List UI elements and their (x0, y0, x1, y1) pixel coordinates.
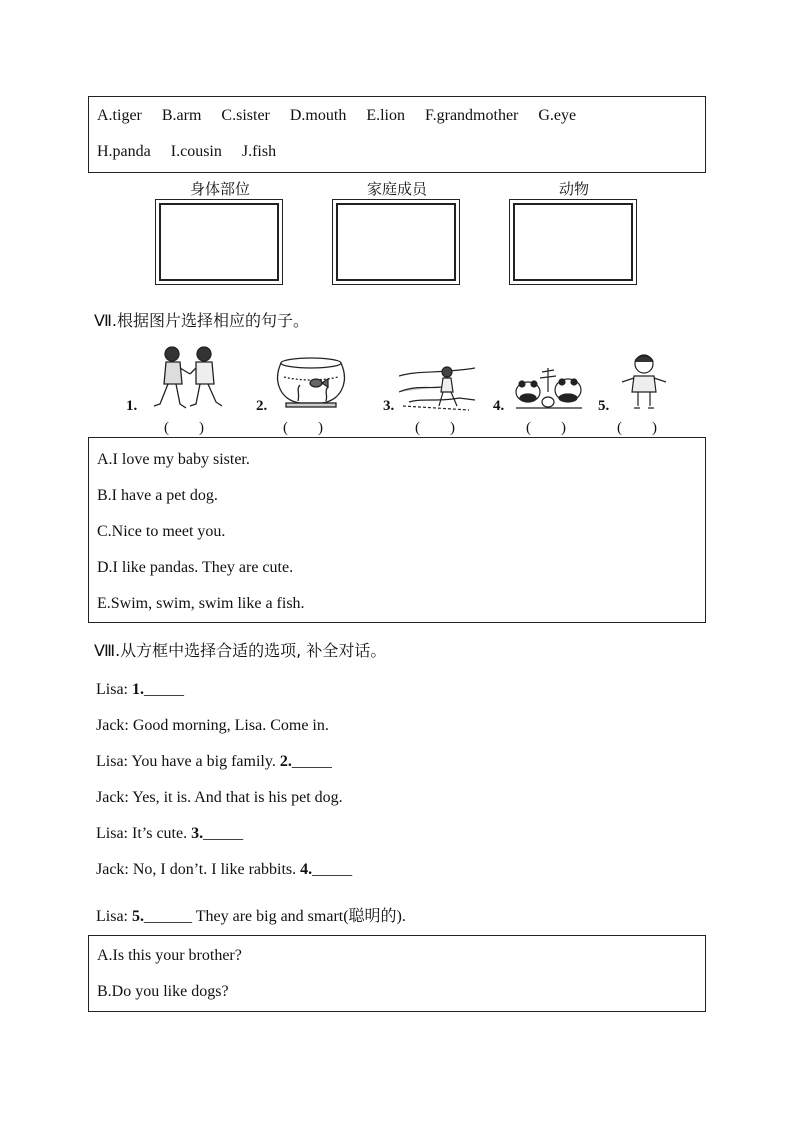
word-option: D.mouth (289, 107, 347, 124)
two-boys-shaking-hands-icon (146, 342, 230, 414)
word-option: B.arm (161, 107, 202, 124)
word-option: J.fish (241, 143, 277, 160)
fish-bowl-icon (270, 355, 352, 411)
dialogue-line (96, 861, 352, 879)
dialogue-line (96, 681, 184, 699)
option-b: B.Do you like dogs? (97, 983, 229, 1000)
picture-2-answer-blank[interactable]: ( ) (283, 420, 323, 436)
section-7-heading: Ⅶ.根据图片选择相应的句子。 (94, 311, 310, 330)
category-answer-box-animals[interactable] (509, 199, 637, 285)
category-label-family: 家庭成员 (366, 180, 427, 198)
section-8-heading: Ⅷ.从方框中选择合适的选项, 补全对话。 (94, 641, 387, 660)
section-7-options-box (88, 437, 706, 623)
blank-number: 1. (132, 681, 144, 698)
dialogue-line (96, 789, 343, 807)
section-8-options-box (88, 935, 706, 1012)
word-option: C.sister (221, 107, 270, 124)
picture-3-answer-blank[interactable]: ( ) (415, 420, 455, 436)
dialogue-text: Lisa: You have a big family. (96, 753, 280, 770)
picture-number: 3. (383, 398, 395, 414)
option-e: E.Swim, swim, swim like a fish. (97, 595, 305, 612)
dialogue-text: Lisa: (96, 908, 132, 925)
picture-4-answer-blank[interactable]: ( ) (526, 420, 566, 436)
dialogue-line (96, 753, 332, 771)
picture-1-answer-blank[interactable]: ( ) (164, 420, 204, 436)
word-option: G.eye (538, 107, 577, 124)
word-option: F.grandmother (425, 107, 519, 124)
picture-5-answer-blank[interactable]: ( ) (617, 420, 657, 436)
picture-number: 2. (256, 398, 268, 414)
word-bank-row-2 (97, 143, 296, 161)
option-a: A.I love my baby sister. (97, 451, 250, 468)
word-option: E.lion (366, 107, 405, 124)
word-option: A.tiger (97, 107, 142, 124)
answer-blank[interactable]: _____ (312, 861, 353, 878)
baby-girl-icon (618, 352, 670, 412)
word-bank-box (88, 96, 706, 173)
option-c: C.Nice to meet you. (97, 523, 226, 540)
dialogue-text: Lisa: (96, 681, 132, 698)
picture-number: 4. (493, 398, 505, 414)
category-answer-box-body-parts[interactable] (155, 199, 283, 285)
answer-blank[interactable]: _____ (144, 681, 184, 698)
dialogue-line (96, 717, 329, 735)
option-b: B.I have a pet dog. (97, 487, 218, 504)
answer-blank[interactable]: ______ They are big and smart(聪明的). (144, 908, 406, 925)
category-answer-box-family[interactable] (332, 199, 460, 285)
dialogue-line (96, 903, 406, 926)
blank-number: 5. (132, 908, 144, 925)
word-option: I.cousin (170, 143, 222, 160)
word-bank-row-1 (97, 107, 596, 125)
category-label-body-parts: 身体部位 (189, 180, 250, 198)
option-d: D.I like pandas. They are cute. (97, 559, 294, 576)
picture-number: 1. (126, 398, 138, 414)
dialogue-text: Jack: Yes, it is. And that is his pet dog. (96, 789, 343, 806)
dialogue-text: Jack: No, I don’t. I like rabbits. (96, 861, 301, 878)
dialogue-line (96, 825, 243, 843)
option-a: A.Is this your brother? (97, 947, 242, 964)
blank-number: 3. (191, 825, 204, 842)
answer-blank[interactable]: _____ (203, 825, 244, 842)
word-option: H.panda (97, 143, 151, 160)
dialogue-text: Jack: Good morning, Lisa. Come in. (96, 717, 329, 734)
pandas-eating-bamboo-icon (512, 362, 586, 410)
picture-number: 5. (598, 398, 610, 414)
category-label-animals: 动物 (558, 180, 589, 198)
answer-blank[interactable]: _____ (291, 753, 332, 770)
blank-number: 4. (300, 861, 313, 878)
girl-swimming-by-river-icon (399, 362, 475, 412)
dialogue-text: Lisa: It’s cute. (96, 825, 192, 842)
blank-number: 2. (279, 753, 292, 770)
